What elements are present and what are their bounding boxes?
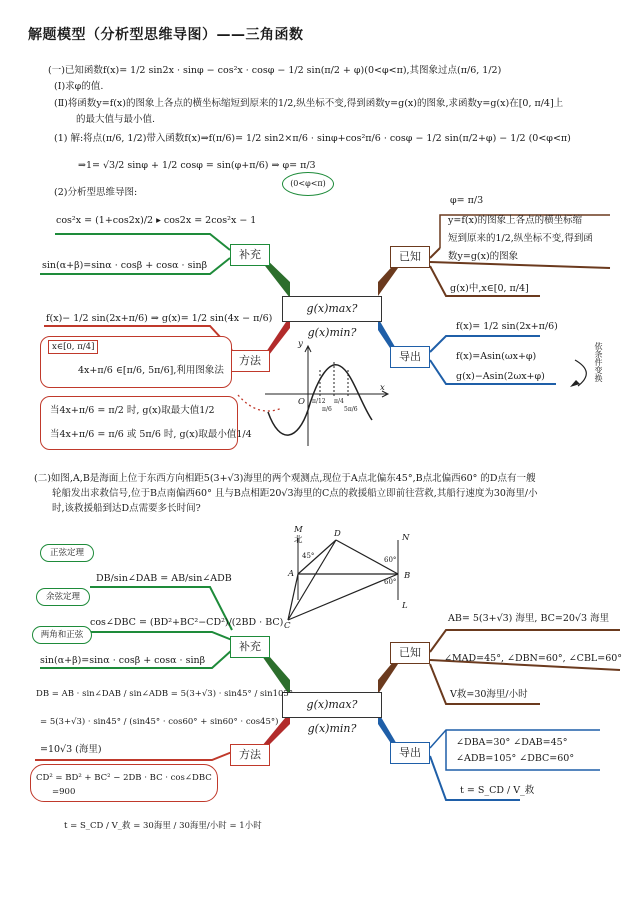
fig-angle-45: 45°: [302, 552, 315, 560]
p2-bc2-underline: [90, 632, 232, 640]
fig-label-A: A: [288, 569, 295, 579]
solution1-line2: ⇒1= √3/2 sinφ + 1/2 cosφ = sin(φ+π/6) ⇒ φ= π/3: [78, 160, 316, 171]
p1-derived-3: g(x)−Asin(2ωx+φ): [456, 371, 545, 382]
p1-supplement-formula1: cos²x = (1+cos2x)/2 ▸ cos2x = 2cos²x − 1: [56, 215, 257, 226]
p2-method-5: =900: [52, 787, 76, 797]
fig-label-D: D: [334, 529, 341, 539]
p1-known-5: g(x)中,x∈[0, π/4]: [450, 283, 529, 294]
graph-tick-3: π/4: [334, 398, 344, 405]
graph-origin-label: O: [298, 397, 305, 407]
p1-supplement-formula2: sin(α+β)=sinα · cosβ + cosα · sinβ: [42, 260, 208, 271]
p1-node-known: 已知: [390, 246, 430, 268]
solution1-line1: (1) 解:将点(π/6, 1/2)带入函数f(x)⇒f(π/6)= 1/2 sin2×π/6 · sinφ+cos²π/6 · cosφ − 1/2 sin(π/2+φ) − 1/2 (0<φ<π): [54, 133, 571, 144]
p2-method-6: t = S_CD / V_救 = 30海里 / 30海里/小时 = 1小时: [64, 821, 262, 831]
p2-known-1: AB= 5(3+√3) 海里, BC=20√3 海里: [448, 613, 610, 624]
p2-node-method: 方法: [230, 744, 270, 766]
problem2-line3: 时,该救援船到达D点需要多长时间?: [52, 503, 201, 514]
fig-angle-60-bottom: 60°: [384, 578, 397, 586]
problem2-line1: (二)如图,A,B是海面上位于东西方向相距5(3+√3)海里的两个观测点,现位于A点北偏东45°,B点北偏西60° 的D点有一艘: [34, 473, 536, 484]
p1-method-formula1: f(x)− 1/2 sin(2x+π/6) ⇒ g(x)= 1/2 sin(4x − π/6): [46, 313, 273, 324]
p2-derived-1: ∠DBA=30° ∠DAB=45°: [456, 737, 568, 748]
p2-node-derived: 导出: [390, 742, 430, 764]
graph-tick-4: 5π/6: [344, 406, 358, 413]
problem1-q1: (Ⅰ)求φ的值.: [54, 81, 104, 92]
fig-label-L: L: [402, 601, 408, 611]
graph-tick-2: π/6: [322, 406, 332, 413]
p1-method-formula4: 当4x+π/6 = π/6 或 5π/6 时, g(x)取最小值1/4: [50, 429, 252, 440]
p1-derived-side-note: 依条件变换: [594, 342, 603, 382]
p2-method-3: =10√3 (海里): [40, 744, 102, 755]
fig-label-north: 北: [294, 535, 303, 545]
problem1-line1: (一)已知函数f(x)= 1/2 sin2x · sinφ − cos²x · cosφ − 1/2 sin(π/2 + φ)(0<φ<π),其图象过点(π/6, 1/2): [48, 65, 502, 76]
problem1-q2-line1: (Ⅱ)将函数y=f(x)的图象上各点的横坐标缩短到原来的1/2,纵坐标不变,得到函数y=g(x)的图象,求函数y=g(x)在[0, π/4]上: [54, 98, 564, 109]
bc1-underline: [55, 234, 230, 250]
fig-label-B: B: [404, 571, 411, 581]
pill-sine-law: 正弦定理: [40, 544, 94, 562]
graph-x-label: x: [380, 383, 385, 393]
p1-center-question: g(x)max? g(x)min?: [282, 296, 382, 322]
problem2-line2: 轮船发出求救信号,位于B点南偏西60° 且与B点相距20√3海里的C点的救援船立即前往营救,其船行速度为30海里/小: [52, 488, 538, 499]
p1-known-3: 短到原来的1/2,纵坐标不变,得到函: [448, 233, 593, 244]
p1-node-supplement: 补充: [230, 244, 270, 266]
pill-cosine-law: 余弦定理: [36, 588, 90, 606]
p2-known-3: V救=30海里/小时: [450, 689, 528, 700]
p2-method-2: = 5(3+√3) · sin45° / (sin45° · cos60° + sin60° · cos45°): [40, 717, 279, 727]
fig-angle-60-top: 60°: [384, 556, 397, 564]
fig-label-N: N: [402, 533, 410, 543]
p2-supplement-formula2: cos∠DBC = (BD²+BC²−CD²)/(2BD · BC): [90, 617, 284, 628]
p2-method-1: DB = AB · sin∠DAB / sin∠ADB = 5(3+√3) · sin45° / sin105°: [36, 689, 294, 699]
condition-oval: (0<φ<π): [282, 172, 334, 196]
p2-node-known: 已知: [390, 642, 430, 664]
graph-y-label: y: [298, 339, 303, 349]
p1-known-2: y=f(x)的图象上各点的横坐标缩: [448, 215, 583, 226]
navigation-figure: [288, 538, 398, 620]
p1-derived-2: f(x)=Asin(ωx+φ): [456, 351, 537, 362]
fig-label-C: C: [284, 621, 291, 631]
fig-label-M: M: [294, 525, 303, 535]
p1-known-1: φ= π/3: [450, 195, 484, 206]
p2-supplement-formula3: sin(α+β)=sinα · cosβ + cosα · sinβ: [40, 655, 206, 666]
p2-derived-2: ∠ADB=105° ∠DBC=60°: [456, 753, 575, 764]
p2-center-question: g(x)max? g(x)min?: [282, 692, 382, 718]
p1-known-4: 数y=g(x)的图象: [448, 251, 519, 262]
p2-node-supplement: 补充: [230, 636, 270, 658]
solution1-line3: (2)分析型思维导图:: [54, 187, 138, 198]
pill-angle-sum-sine: 两角和正弦: [32, 626, 92, 644]
problem1-q2-line2: 的最大值与最小值.: [76, 114, 156, 125]
p2-method-4: CD² = BD² + BC² − 2DB · BC · cos∠DBC: [36, 773, 212, 783]
dotted-link: [238, 395, 282, 411]
p2-supplement-formula1: DB/sin∠DAB = AB/sin∠ADB: [96, 573, 232, 584]
p1-node-derived: 导出: [390, 346, 430, 368]
p1-method-formula3: 当4x+π/6 = π/2 时, g(x)取最大值1/2: [50, 405, 215, 416]
sine-graph: [265, 346, 388, 446]
p2-yz-line1: [430, 630, 620, 652]
p1-method-condition: x∈[0, π/4]: [48, 340, 98, 354]
p1-node-method: 方法: [230, 350, 270, 372]
page-title: 解题模型（分析型思维导图）——三角函数: [28, 27, 304, 43]
p1-method-formula2: 4x+π/6 ∈[π/6, 5π/6],利用图象法: [78, 365, 224, 376]
p2-known-2: ∠MAD=45°, ∠DBN=60°, ∠CBL=60°: [444, 653, 623, 664]
graph-tick-1: π/12: [312, 398, 326, 405]
p1-derived-1: f(x)= 1/2 sin(2x+π/6): [456, 321, 558, 332]
p2-derived-3: t = S_CD / V_救: [460, 785, 535, 796]
